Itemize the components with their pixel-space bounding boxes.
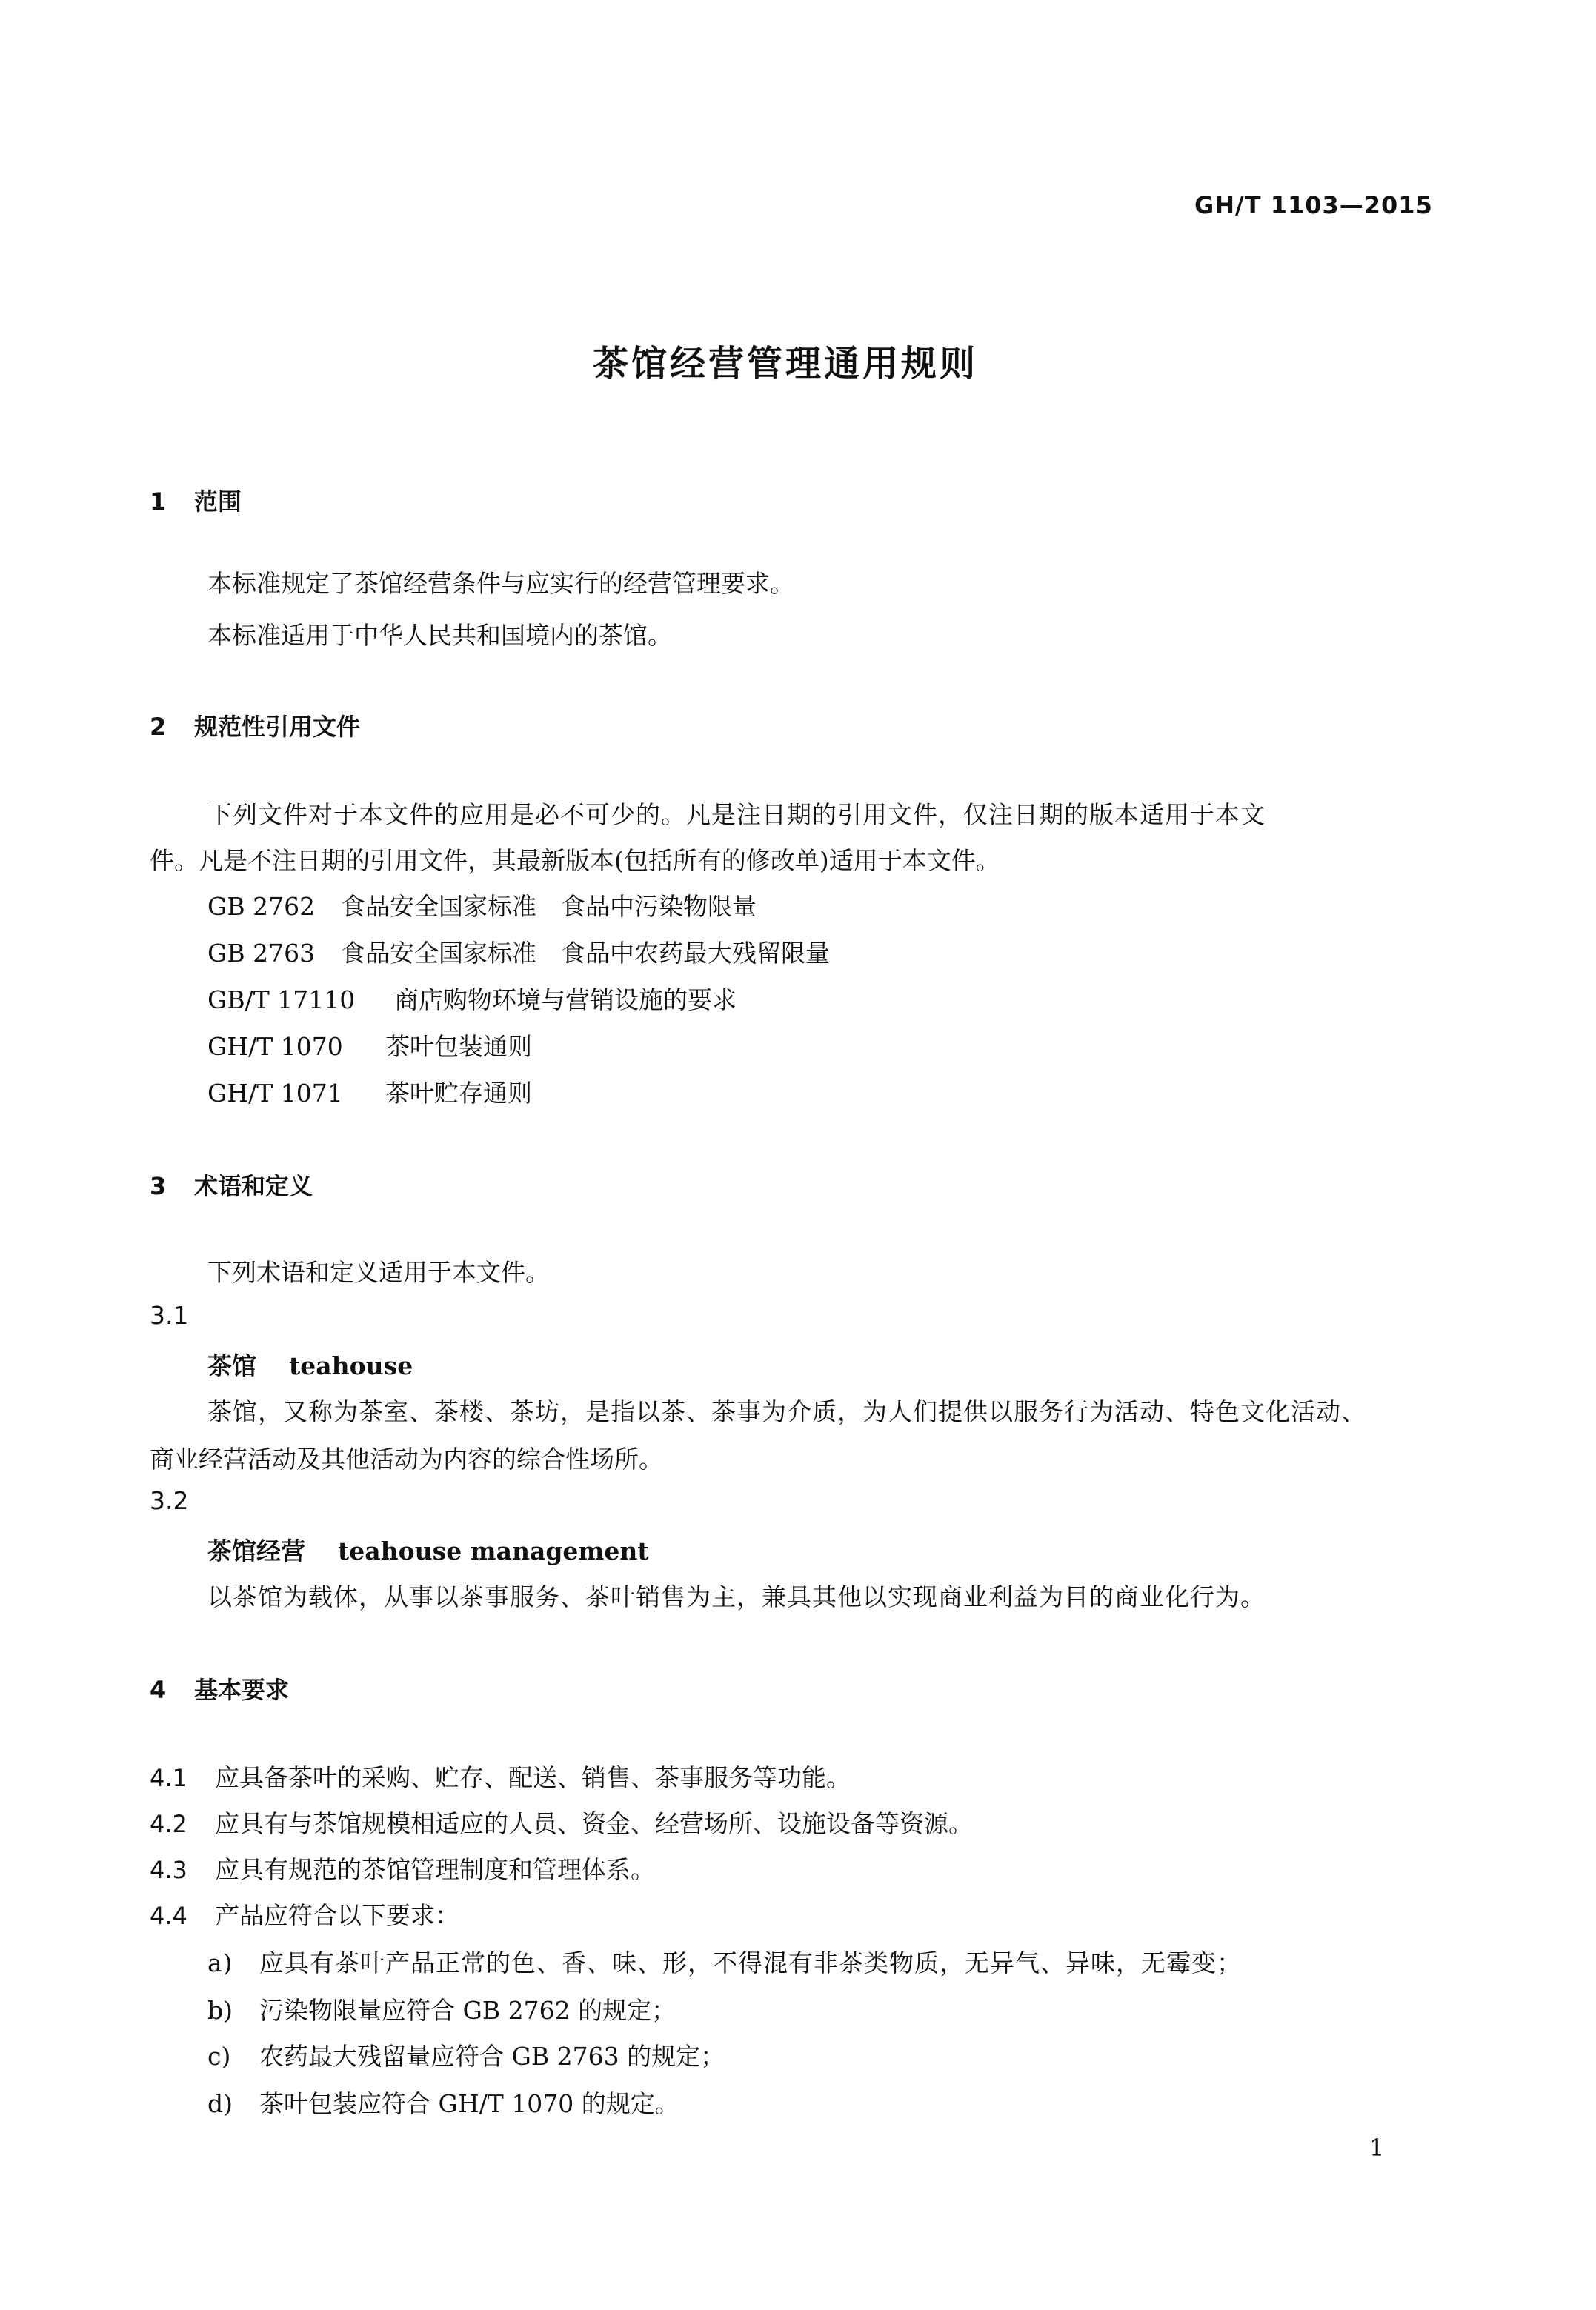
reference-title: 茶叶贮存通则 [385, 1079, 532, 1108]
list-item-text: 农药最大残留量应符合 GB 2763 的规定； [259, 2042, 725, 2071]
section-4-heading [150, 1671, 289, 1705]
reference-item [207, 981, 737, 1016]
section-title: 范围 [194, 487, 242, 516]
term-zh: 茶馆经营 [207, 1537, 305, 1565]
term-definition: 以茶馆为载体，从事以茶事服务、茶叶销售为主，兼具其他以实现商业利益为目的商业化行为。 [207, 1582, 1266, 1611]
list-item-text: 茶叶包装应符合 GH/T 1070 的规定。 [259, 2089, 679, 2118]
section-number: 1 [150, 487, 167, 516]
paragraph: 本标准适用于中华人民共和国境内的茶馆。 [207, 621, 672, 650]
section-number: 4 [150, 1676, 167, 1704]
reference-title: 食品安全国家标准 食品中农药最大残留限量 [341, 939, 830, 968]
reference-item [207, 1028, 532, 1062]
paragraph: 本标准规定了茶馆经营条件与应实行的经营管理要求。 [207, 569, 794, 598]
paragraph: 下列术语和定义适用于本文件。 [207, 1258, 550, 1287]
term-number: 3.2 [150, 1486, 189, 1515]
list-item-text: 应具有茶叶产品正常的色、香、味、形，不得混有非茶类物质，无异气、异味，无霉变； [259, 1948, 1242, 1977]
section-1-heading [150, 483, 242, 517]
list-item-label: b) [207, 1996, 233, 2025]
reference-code: GB 2763 [207, 939, 316, 968]
reference-item [207, 934, 830, 969]
reference-title: 茶叶包装通则 [385, 1032, 532, 1061]
clause [150, 1805, 973, 1840]
section-title: 基本要求 [194, 1676, 290, 1704]
reference-code: GH/T 1070 [207, 1032, 343, 1061]
clause [150, 1897, 459, 1931]
term-number: 3.1 [150, 1301, 189, 1330]
reference-title: 食品安全国家标准 食品中污染物限量 [341, 892, 757, 921]
section-title: 规范性引用文件 [194, 713, 361, 741]
reference-code: GB 2762 [207, 892, 316, 921]
clause-number: 4.4 [150, 1902, 187, 1930]
section-2-heading [150, 708, 360, 742]
list-item-text: 污染物限量应符合 GB 2762 的规定； [259, 1996, 676, 2025]
clause-text: 应具有规范的茶馆管理制度和管理体系。 [215, 1855, 655, 1884]
document-title: 茶馆经营管理通用规则 [592, 343, 978, 385]
clause-text: 应具备茶叶的采购、贮存、配送、销售、茶事服务等功能。 [215, 1763, 851, 1792]
reference-code: GB/T 17110 [207, 985, 356, 1014]
clause [150, 1851, 655, 1885]
list-item [207, 1944, 1242, 1979]
list-item-label: c) [207, 2042, 231, 2071]
clause [150, 1759, 851, 1794]
section-number: 3 [150, 1172, 167, 1200]
term-definition: 茶馆，又称为茶室、茶楼、茶坊，是指以茶、茶事为介质，为人们提供以服务行为活动、特色文化活动、 [207, 1397, 1366, 1426]
list-item [207, 2037, 725, 2072]
paragraph: 下列文件对于本文件的应用是必不可少的。凡是注日期的引用文件，仅注日期的版本适用于本文 [207, 800, 1266, 829]
section-3-heading [150, 1168, 313, 1202]
clause-number: 4.3 [150, 1856, 187, 1884]
clause-number: 4.1 [150, 1764, 187, 1792]
term-zh: 茶馆 [207, 1351, 256, 1380]
reference-code: GH/T 1071 [207, 1079, 343, 1108]
clause-number: 4.2 [150, 1810, 187, 1838]
term-en: teahouse management [338, 1537, 649, 1565]
section-number: 2 [150, 713, 167, 741]
clause-text: 应具有与茶馆规模相适应的人员、资金、经营场所、设施设备等资源。 [215, 1809, 973, 1838]
list-item-label: a) [207, 1948, 233, 1977]
list-item [207, 1991, 676, 2026]
paragraph: 件。凡是不注日期的引用文件，其最新版本(包括所有的修改单)适用于本文件。 [150, 846, 1000, 875]
reference-title: 商店购物环境与营销设施的要求 [394, 985, 737, 1014]
clause-text: 产品应符合以下要求： [215, 1901, 459, 1930]
term-definition: 商业经营活动及其他活动为内容的综合性场所。 [150, 1445, 663, 1474]
reference-item [207, 1074, 532, 1109]
reference-item [207, 888, 757, 922]
page-number: 1 [1369, 2134, 1385, 2162]
term-heading [207, 1532, 649, 1567]
list-item-label: d) [207, 2089, 233, 2118]
list-item [207, 2085, 679, 2120]
section-title: 术语和定义 [194, 1172, 313, 1200]
standard-code: GH/T 1103—2015 [1194, 191, 1433, 219]
term-heading [207, 1347, 413, 1382]
term-en: teahouse [289, 1351, 413, 1380]
